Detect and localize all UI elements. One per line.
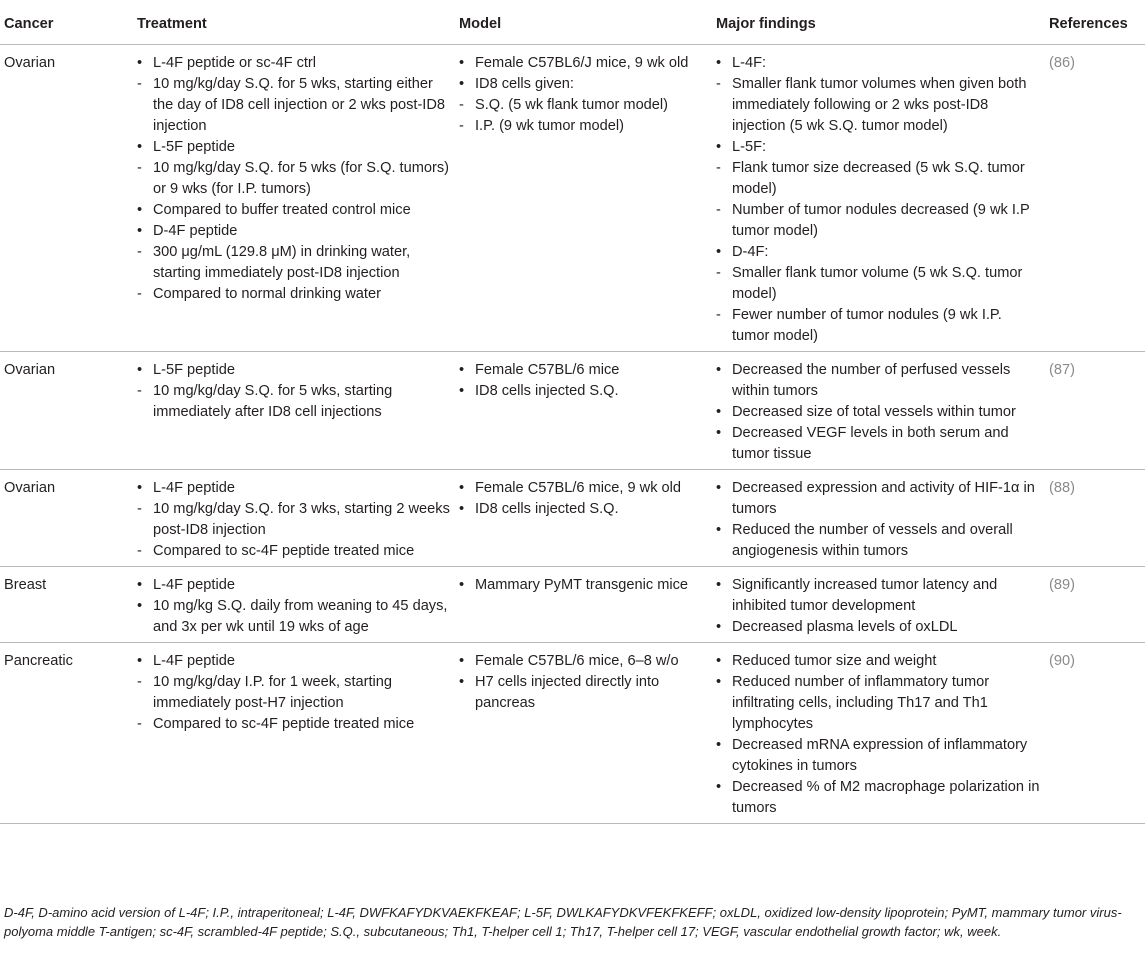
list-item-text: ID8 cells given: <box>475 76 574 92</box>
model-list <box>459 575 708 596</box>
list-item-text: D-4F peptide <box>153 223 238 239</box>
list-item <box>459 651 708 672</box>
bullet-marker: • <box>137 202 143 218</box>
list-item <box>716 305 1041 347</box>
bullet-marker: • <box>716 674 722 690</box>
header-major-findings: Major findings <box>712 6 1045 45</box>
list-item <box>716 478 1041 520</box>
list-item <box>137 284 451 305</box>
bullet-marker: • <box>137 598 143 614</box>
list-item <box>137 575 451 596</box>
model-cell <box>455 567 712 643</box>
model-cell <box>455 45 712 352</box>
list-item-text: Decreased plasma levels of oxLDL <box>732 619 958 635</box>
list-item <box>459 381 708 402</box>
bullet-marker: • <box>716 577 722 593</box>
list-item-text: Number of tumor nodules decreased (9 wk I.P tumor model) <box>732 202 1030 239</box>
list-item <box>137 158 451 200</box>
treatment-list <box>137 53 451 305</box>
bullet-marker: • <box>459 501 465 517</box>
list-item-text: H7 cells injected directly into pancreas <box>475 674 660 711</box>
treatment-cell <box>133 470 455 567</box>
cancer-cell: Pancreatic <box>0 643 133 824</box>
list-item <box>716 617 1041 638</box>
model-list <box>459 651 708 714</box>
list-item-text: Reduced the number of vessels and overall angiogenesis within tumors <box>732 522 1013 559</box>
list-item <box>459 499 708 520</box>
list-item-text: Smaller flank tumor volumes when given both immediately following or 2 wks post-ID8 injection (5 wk S.Q. tumor model) <box>732 76 1027 134</box>
list-item-text: Significantly increased tumor latency and inhibited tumor development <box>732 577 998 614</box>
cancer-cell: Breast <box>0 567 133 643</box>
list-item-text: 10 mg/kg/day S.Q. for 5 wks (for S.Q. tumors) or 9 wks (for I.P. tumors) <box>153 160 450 197</box>
list-item <box>716 200 1041 242</box>
list-item <box>716 735 1041 777</box>
findings-list <box>716 360 1041 465</box>
list-item <box>137 596 451 638</box>
list-item <box>137 74 451 137</box>
reference-link[interactable]: (86) <box>1049 55 1075 71</box>
list-item <box>137 242 451 284</box>
table-body <box>0 45 1145 824</box>
dash-marker: - <box>716 202 721 218</box>
treatment-list <box>137 651 451 735</box>
dash-marker: - <box>716 160 721 176</box>
dash-marker: - <box>716 307 721 323</box>
treatment-cell <box>133 567 455 643</box>
list-item-text: ID8 cells injected S.Q. <box>475 501 619 517</box>
list-item-text: L-4F peptide <box>153 653 235 669</box>
list-item <box>459 478 708 499</box>
bullet-marker: • <box>459 480 465 496</box>
list-item-text: I.P. (9 wk tumor model) <box>475 118 624 134</box>
model-list <box>459 53 708 137</box>
header-treatment: Treatment <box>133 6 455 45</box>
findings-cell <box>712 470 1045 567</box>
bullet-marker: • <box>716 139 722 155</box>
treatment-list <box>137 575 451 638</box>
model-list <box>459 360 708 402</box>
bullet-marker: • <box>716 244 722 260</box>
list-item <box>459 116 708 137</box>
bullet-marker: • <box>716 653 722 669</box>
data-table <box>0 6 1145 824</box>
bullet-marker: • <box>459 653 465 669</box>
list-item-text: 10 mg/kg/day S.Q. for 3 wks, starting 2 weeks post-ID8 injection <box>153 501 450 538</box>
findings-cell <box>712 352 1045 470</box>
list-item <box>716 402 1041 423</box>
bullet-marker: • <box>137 55 143 71</box>
list-item <box>716 672 1041 735</box>
dash-marker: - <box>137 716 142 732</box>
dash-marker: - <box>716 265 721 281</box>
list-item <box>137 53 451 74</box>
list-item <box>137 137 451 158</box>
list-item-text: Female C57BL/6 mice, 9 wk old <box>475 480 682 496</box>
dash-marker: - <box>137 383 142 399</box>
dash-marker: - <box>137 501 142 517</box>
list-item-text: ID8 cells injected S.Q. <box>475 383 619 399</box>
dash-marker: - <box>137 244 142 260</box>
list-item-text: Decreased % of M2 macrophage polarization in tumors <box>732 779 1040 816</box>
dash-marker: - <box>137 286 142 302</box>
list-item <box>137 200 451 221</box>
cancer-cell: Ovarian <box>0 45 133 352</box>
reference-link[interactable]: (88) <box>1049 480 1075 496</box>
list-item <box>137 672 451 714</box>
bullet-marker: • <box>137 653 143 669</box>
table-row <box>0 45 1145 352</box>
dash-marker: - <box>459 97 464 113</box>
list-item <box>716 651 1041 672</box>
reference-cell <box>1045 470 1145 567</box>
reference-link[interactable]: (89) <box>1049 577 1075 593</box>
bullet-marker: • <box>137 223 143 239</box>
model-cell <box>455 470 712 567</box>
list-item <box>716 575 1041 617</box>
bullet-marker: • <box>459 674 465 690</box>
list-item <box>716 137 1041 158</box>
findings-cell <box>712 643 1045 824</box>
bullet-marker: • <box>716 480 722 496</box>
bullet-marker: • <box>716 619 722 635</box>
dash-marker: - <box>137 76 142 92</box>
list-item <box>137 651 451 672</box>
table-row <box>0 643 1145 824</box>
list-item <box>459 53 708 74</box>
list-item <box>459 575 708 596</box>
bullet-marker: • <box>459 362 465 378</box>
list-item-text: Compared to buffer treated control mice <box>153 202 411 218</box>
findings-list <box>716 478 1041 562</box>
list-item <box>716 53 1041 74</box>
table-row <box>0 567 1145 643</box>
dash-marker: - <box>137 160 142 176</box>
list-item-text: 10 mg/kg/day S.Q. for 5 wks, starting either the day of ID8 cell injection or 2 wks post-ID8 injection <box>153 76 446 134</box>
table-footnote: D-4F, D-amino acid version of L-4F; I.P., intraperitoneal; L-4F, DWFKAFYDKVAEKFKEAF; L-5F, DWLKAFYDKVFEKFKEFF; oxLDL, oxidized low-density lipoprotein; PyMT, mammary tumor virus-polyoma middle T-antigen; sc-4F, scrambled-4F peptide; S.Q., subcutaneous; Th1, T-helper cell 1; Th17, T-helper cell 17; VEGF, vascular endothelial growth factor; wk, week. <box>4 905 1122 939</box>
bullet-marker: • <box>137 139 143 155</box>
bullet-marker: • <box>459 577 465 593</box>
table-row <box>0 352 1145 470</box>
list-item <box>716 74 1041 137</box>
list-item <box>137 360 451 381</box>
list-item <box>459 95 708 116</box>
list-item <box>459 74 708 95</box>
list-item-text: L-4F peptide or sc-4F ctrl <box>153 55 317 71</box>
reference-link[interactable]: (90) <box>1049 653 1075 669</box>
list-item-text: Reduced number of inflammatory tumor infiltrating cells, including Th17 and Th1 lymphocytes <box>732 674 990 732</box>
bullet-marker: • <box>716 55 722 71</box>
reference-cell <box>1045 352 1145 470</box>
list-item-text: L-4F peptide <box>153 480 235 496</box>
list-item <box>716 242 1041 263</box>
treatment-cell <box>133 643 455 824</box>
list-item <box>716 360 1041 402</box>
list-item <box>137 478 451 499</box>
model-cell <box>455 352 712 470</box>
list-item-text: 10 mg/kg S.Q. daily from weaning to 45 days, and 3x per wk until 19 wks of age <box>153 598 448 635</box>
bullet-marker: • <box>716 779 722 795</box>
list-item-text: Compared to normal drinking water <box>153 286 381 302</box>
findings-cell <box>712 45 1045 352</box>
list-item-text: L-4F: <box>732 55 767 71</box>
list-item-text: 300 μg/mL (129.8 μM) in drinking water, starting immediately post-ID8 injection <box>153 244 411 281</box>
cancer-cell: Ovarian <box>0 470 133 567</box>
dash-marker: - <box>137 543 142 559</box>
reference-link[interactable]: (87) <box>1049 362 1075 378</box>
treatment-cell <box>133 45 455 352</box>
treatment-cell <box>133 352 455 470</box>
dash-marker: - <box>459 118 464 134</box>
treatment-list <box>137 360 451 423</box>
list-item-text: Compared to sc-4F peptide treated mice <box>153 543 415 559</box>
list-item-text: D-4F: <box>732 244 769 260</box>
list-item-text: Smaller flank tumor volume (5 wk S.Q. tumor model) <box>732 265 1023 302</box>
bullet-marker: • <box>716 404 722 420</box>
findings-list <box>716 651 1041 819</box>
list-item-text: L-5F peptide <box>153 139 235 155</box>
list-item-text: Female C57BL/6 mice <box>475 362 620 378</box>
list-item <box>459 672 708 714</box>
bullet-marker: • <box>459 383 465 399</box>
list-item-text: Female C57BL6/J mice, 9 wk old <box>475 55 689 71</box>
reference-cell <box>1045 567 1145 643</box>
list-item-text: Decreased mRNA expression of inflammatory cytokines in tumors <box>732 737 1028 774</box>
header-cancer: Cancer <box>0 6 133 45</box>
bullet-marker: • <box>716 737 722 753</box>
list-item-text: Compared to sc-4F peptide treated mice <box>153 716 415 732</box>
dash-marker: - <box>137 674 142 690</box>
treatment-list <box>137 478 451 562</box>
bullet-marker: • <box>137 577 143 593</box>
bullet-marker: • <box>459 76 465 92</box>
cancer-cell: Ovarian <box>0 352 133 470</box>
list-item-text: Decreased size of total vessels within tumor <box>732 404 1016 420</box>
list-item <box>716 263 1041 305</box>
list-item <box>716 520 1041 562</box>
list-item-text: Female C57BL/6 mice, 6–8 w/o <box>475 653 679 669</box>
bullet-marker: • <box>137 362 143 378</box>
header-references: References <box>1045 6 1145 45</box>
header-model: Model <box>455 6 712 45</box>
findings-cell <box>712 567 1045 643</box>
list-item-text: Decreased the number of perfused vessels within tumors <box>732 362 1011 399</box>
bullet-marker: • <box>716 522 722 538</box>
list-item-text: Mammary PyMT transgenic mice <box>475 577 689 593</box>
reference-cell <box>1045 45 1145 352</box>
list-item <box>716 777 1041 819</box>
list-item-text: S.Q. (5 wk flank tumor model) <box>475 97 669 113</box>
list-item-text: Reduced tumor size and weight <box>732 653 937 669</box>
list-item-text: Flank tumor size decreased (5 wk S.Q. tumor model) <box>732 160 1025 197</box>
model-list <box>459 478 708 520</box>
list-item-text: L-5F: <box>732 139 767 155</box>
list-item-text: 10 mg/kg/day S.Q. for 5 wks, starting immediately after ID8 cell injections <box>153 383 393 420</box>
list-item <box>716 158 1041 200</box>
list-item <box>716 423 1041 465</box>
list-item-text: Decreased VEGF levels in both serum and tumor tissue <box>732 425 1009 462</box>
table-row <box>0 470 1145 567</box>
list-item <box>137 714 451 735</box>
list-item-text: L-4F peptide <box>153 577 235 593</box>
header-row <box>0 6 1145 45</box>
bullet-marker: • <box>716 425 722 441</box>
bullet-marker: • <box>459 55 465 71</box>
findings-list <box>716 575 1041 638</box>
list-item <box>137 221 451 242</box>
list-item <box>137 541 451 562</box>
bullet-marker: • <box>137 480 143 496</box>
list-item-text: L-5F peptide <box>153 362 235 378</box>
list-item-text: 10 mg/kg/day I.P. for 1 week, starting immediately post-H7 injection <box>153 674 393 711</box>
model-cell <box>455 643 712 824</box>
bullet-marker: • <box>716 362 722 378</box>
list-item <box>137 381 451 423</box>
list-item <box>137 499 451 541</box>
list-item <box>459 360 708 381</box>
list-item-text: Fewer number of tumor nodules (9 wk I.P. tumor model) <box>732 307 1002 344</box>
list-item-text: Decreased expression and activity of HIF-1α in tumors <box>732 480 1035 517</box>
findings-list <box>716 53 1041 347</box>
dash-marker: - <box>716 76 721 92</box>
reference-cell <box>1045 643 1145 824</box>
